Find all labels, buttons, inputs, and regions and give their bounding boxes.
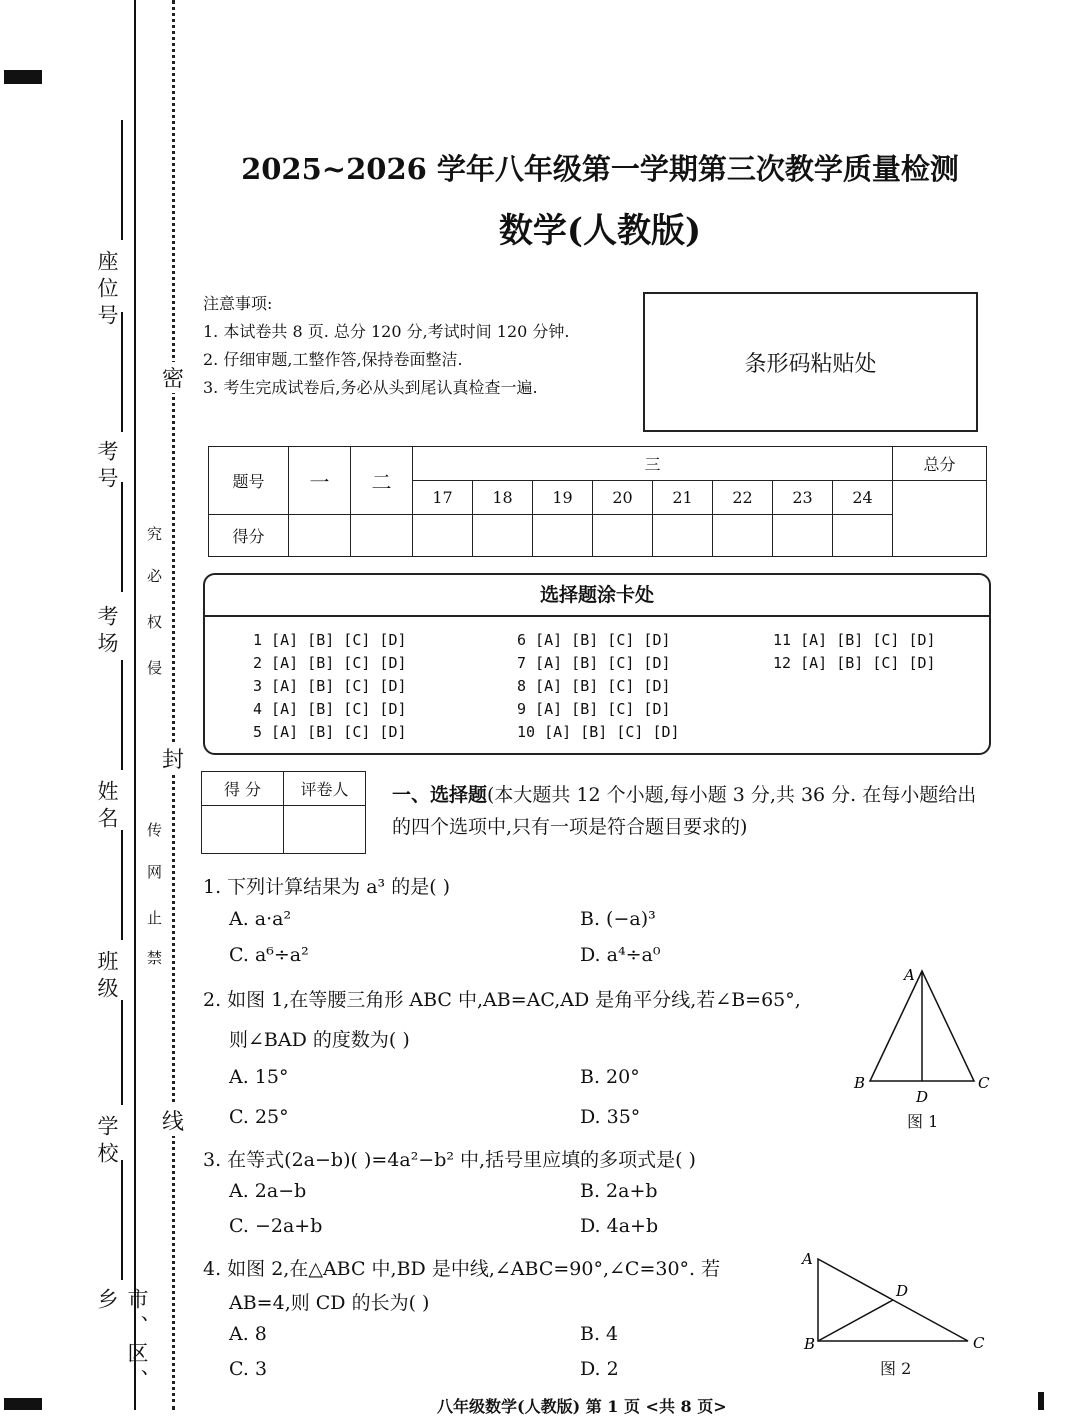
score-table xyxy=(208,446,987,557)
choice-row[interactable]: 4 [A] [B] [C] [D] xyxy=(253,700,407,718)
scan-mark-top xyxy=(4,70,42,84)
part2-header: 二 xyxy=(351,447,413,515)
warning-char: 传 xyxy=(145,822,163,853)
score-cell[interactable] xyxy=(593,515,653,557)
choice-row[interactable]: 7 [A] [B] [C] [D] xyxy=(517,654,671,672)
option: C. 3 xyxy=(229,1358,268,1380)
sub-item: 23 xyxy=(773,481,833,515)
field-seat: 座位号 xyxy=(95,250,119,331)
choice-column-3 xyxy=(773,629,936,675)
question-2-stem: 2. 如图 1,在等腰三角形 ABC 中,AB=AC,AD 是角平分线,若∠B=65°, xyxy=(203,989,801,1011)
choice-row[interactable]: 12 [A] [B] [C] [D] xyxy=(773,654,936,672)
notes-heading: 注意事项: xyxy=(203,294,273,313)
grader-score-cell[interactable] xyxy=(202,806,284,854)
choice-row[interactable]: 5 [A] [B] [C] [D] xyxy=(253,723,407,741)
option: A. a·a² xyxy=(229,908,292,930)
choice-card-title: 选择题涂卡处 xyxy=(205,575,989,617)
sub-item: 21 xyxy=(653,481,713,515)
label-c: C xyxy=(978,1074,990,1092)
choice-row[interactable]: 3 [A] [B] [C] [D] xyxy=(253,677,407,695)
grader-score-label: 得 分 xyxy=(202,772,284,806)
option: B. 20° xyxy=(580,1066,640,1088)
seal-char-mi: 密 xyxy=(162,362,184,393)
cut-line xyxy=(172,0,175,1410)
figure-2 xyxy=(798,1244,993,1354)
figure-1-caption: 图 1 xyxy=(907,1112,939,1131)
label-b: B xyxy=(804,1335,816,1353)
section1-desc: (本大题共 12 个小题,每小题 3 分,共 36 分. 在每小题给出的四个选项中,只有一项是符合题目要求的) xyxy=(392,784,977,838)
label-d: D xyxy=(896,1282,909,1300)
question-2-stem-line2: 则∠BAD 的度数为( ) xyxy=(229,1029,410,1051)
label-d: D xyxy=(916,1088,929,1106)
sub-item: 24 xyxy=(833,481,893,515)
label-a: A xyxy=(904,966,915,984)
sub-item: 17 xyxy=(413,481,473,515)
option: A. 2a−b xyxy=(229,1180,307,1202)
seal-char-feng: 封 xyxy=(162,743,184,774)
question-4-stem: 4. 如图 2,在△ABC 中,BD 是中线,∠ABC=90°,∠C=30°. 若 xyxy=(203,1258,721,1280)
notes-block xyxy=(203,290,569,402)
warning-char: 侵 xyxy=(145,660,163,691)
field-name: 姓名 xyxy=(95,780,119,834)
option: A. 15° xyxy=(229,1066,289,1088)
question-4-stem-line2: AB=4,则 CD 的长为( ) xyxy=(229,1292,430,1314)
exam-subtitle: 数学(人教版) xyxy=(498,211,702,251)
scan-mark-bottom xyxy=(4,1398,42,1410)
row-header: 题号 xyxy=(209,447,289,515)
score-cell[interactable] xyxy=(351,515,413,557)
barcode-label: 条形码粘贴处 xyxy=(744,351,877,377)
option: D. 2 xyxy=(580,1358,619,1380)
score-cell[interactable] xyxy=(713,515,773,557)
choice-row[interactable]: 10 [A] [B] [C] [D] xyxy=(517,723,680,741)
label-c: C xyxy=(973,1334,985,1352)
notes-item: 3. 考生完成试卷后,务必从头到尾认真检查一遍. xyxy=(203,378,538,397)
field-line xyxy=(121,830,123,940)
option: A. 8 xyxy=(229,1323,267,1345)
option: D. 4a+b xyxy=(580,1215,659,1237)
score-cell[interactable] xyxy=(289,515,351,557)
score-cell[interactable] xyxy=(473,515,533,557)
field-district: 市、区、乡 xyxy=(95,1288,149,1396)
question-1-stem: 1. 下列计算结果为 a³ 的是( ) xyxy=(203,876,451,898)
section1-header xyxy=(392,779,992,843)
choice-row[interactable]: 1 [A] [B] [C] [D] xyxy=(253,631,407,649)
segment-bd xyxy=(818,1300,893,1341)
option: B. (−a)³ xyxy=(580,908,656,930)
score-cell[interactable] xyxy=(533,515,593,557)
warning-char: 禁 xyxy=(145,950,163,981)
option: B. 4 xyxy=(580,1323,619,1345)
notes-item: 2. 仔细审题,工整作答,保持卷面整洁. xyxy=(203,350,463,369)
sub-item: 20 xyxy=(593,481,653,515)
choice-card xyxy=(203,573,991,755)
warning-char: 止 xyxy=(145,910,163,941)
choice-column-2 xyxy=(517,629,680,744)
figure-1 xyxy=(850,962,1000,1107)
binding-line xyxy=(134,0,136,1410)
choice-row[interactable]: 11 [A] [B] [C] [D] xyxy=(773,631,936,649)
label-a: A xyxy=(802,1250,813,1268)
option: D. 35° xyxy=(580,1106,641,1128)
choice-row[interactable]: 8 [A] [B] [C] [D] xyxy=(517,677,671,695)
score-cell[interactable] xyxy=(773,515,833,557)
sub-item: 22 xyxy=(713,481,773,515)
grader-name-label: 评卷人 xyxy=(284,772,366,806)
score-cell[interactable] xyxy=(833,515,893,557)
warning-char: 权 xyxy=(145,614,163,645)
field-exam-room: 考场 xyxy=(95,605,119,659)
page-footer: 八年级数学(人教版) 第 1 页 <共 8 页> xyxy=(437,1397,727,1416)
label-b: B xyxy=(854,1074,866,1092)
choice-column-1 xyxy=(253,629,407,744)
barcode-area xyxy=(643,292,978,432)
field-line xyxy=(121,1160,123,1280)
choice-row[interactable]: 2 [A] [B] [C] [D] xyxy=(253,654,407,672)
field-school: 学校 xyxy=(95,1115,119,1169)
notes-item: 1. 本试卷共 8 页. 总分 120 分,考试时间 120 分钟. xyxy=(203,322,570,341)
option: C. a⁶÷a² xyxy=(229,944,309,966)
choice-row[interactable]: 6 [A] [B] [C] [D] xyxy=(517,631,671,649)
warning-char: 究 xyxy=(145,526,163,557)
total-score-cell[interactable] xyxy=(893,481,987,557)
score-label: 得分 xyxy=(209,515,289,557)
option: C. 25° xyxy=(229,1106,289,1128)
field-class: 班级 xyxy=(95,950,119,1004)
score-cell[interactable] xyxy=(653,515,713,557)
section1-title: 一、选择题 xyxy=(392,784,488,806)
warning-char: 网 xyxy=(145,864,163,895)
exam-title: 2025~2026 学年八年级第一学期第三次教学质量检测 xyxy=(241,152,959,186)
choice-row[interactable]: 9 [A] [B] [C] [D] xyxy=(517,700,671,718)
field-line xyxy=(121,482,123,592)
seal-char-xian: 线 xyxy=(162,1105,184,1136)
grader-name-cell[interactable] xyxy=(284,806,366,854)
figure-2-caption: 图 2 xyxy=(880,1359,912,1378)
scan-mark-right xyxy=(1038,1392,1044,1410)
option: D. a⁴÷a⁰ xyxy=(580,944,661,966)
sub-item: 18 xyxy=(473,481,533,515)
part3-header: 三 xyxy=(413,447,893,481)
grader-table xyxy=(201,771,366,854)
field-line xyxy=(121,120,123,240)
question-3-stem: 3. 在等式(2a−b)( )=4a²−b² 中,括号里应填的多项式是( ) xyxy=(203,1149,696,1171)
sub-item: 19 xyxy=(533,481,593,515)
option: B. 2a+b xyxy=(580,1180,658,1202)
total-header: 总分 xyxy=(893,447,987,481)
field-exam-number: 考号 xyxy=(95,440,119,494)
part1-header: 一 xyxy=(289,447,351,515)
warning-char: 必 xyxy=(145,568,163,599)
field-line xyxy=(121,312,123,432)
score-cell[interactable] xyxy=(413,515,473,557)
field-line xyxy=(121,1000,123,1105)
option: C. −2a+b xyxy=(229,1215,323,1237)
field-line xyxy=(121,660,123,770)
